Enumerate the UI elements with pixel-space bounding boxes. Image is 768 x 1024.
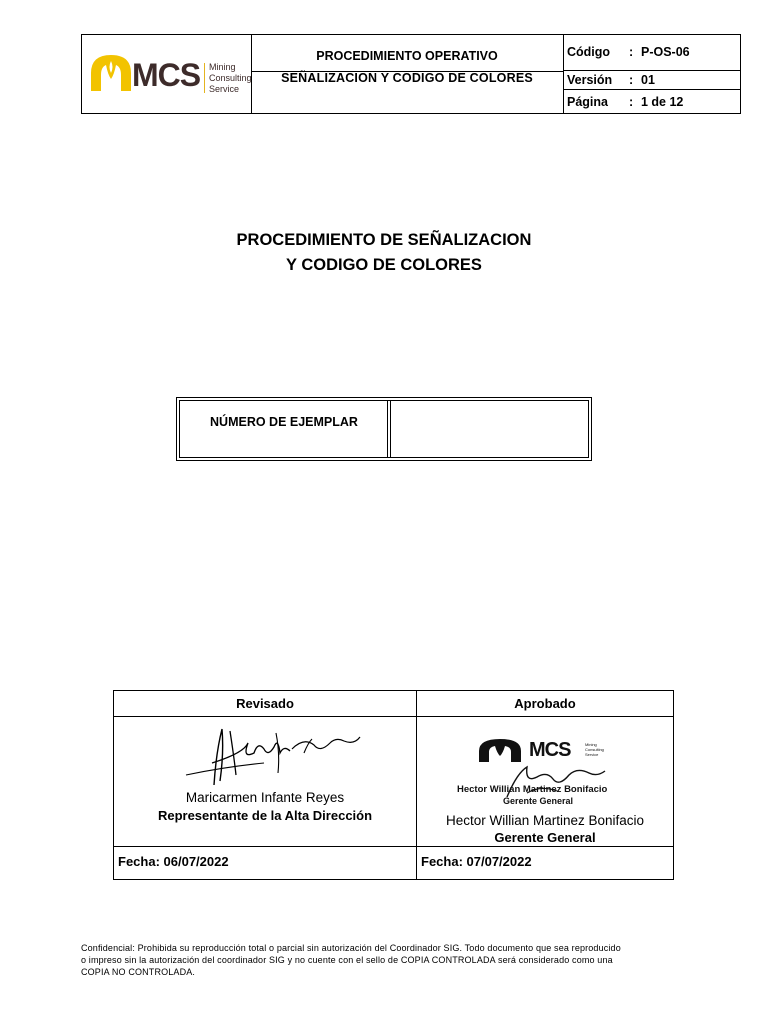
mcs-logo-icon <box>89 53 133 93</box>
ejemplar-label: NÚMERO DE EJEMPLAR <box>210 415 358 429</box>
header-title-line-1: PROCEDIMIENTO OPERATIVO <box>316 49 498 63</box>
revisado-signature <box>184 723 364 791</box>
meta-row-pagina: Página : 1 de 12 <box>567 95 684 109</box>
revisado-fecha: Fecha: 06/07/2022 <box>118 854 229 869</box>
document-header <box>81 34 741 114</box>
revisado-name: Maricarmen Infante Reyes <box>185 790 345 805</box>
document-title-line-1: PROCEDIMIENTO DE SEÑALIZACION <box>236 231 532 249</box>
approval-table <box>113 690 674 880</box>
stamp-logo-icon <box>477 737 523 763</box>
aprobado-role: Gerente General <box>494 830 596 845</box>
ejemplar-value-field <box>390 401 588 457</box>
meta-row-codigo: Código : P-OS-06 <box>563 35 741 71</box>
logo-brand-text: MCS <box>132 57 201 93</box>
stamp-brand: MCS <box>529 739 571 761</box>
aprobado-name: Hector Willian Martinez Bonifacio <box>445 813 645 828</box>
aprobado-fecha: Fecha: 07/07/2022 <box>421 854 532 869</box>
ejemplar-inner-frame <box>179 400 589 458</box>
logo-separator <box>204 63 205 93</box>
ejemplar-label-cell <box>180 401 388 457</box>
stamp-name: Hector Willian Martinez Bonifacio <box>457 784 608 795</box>
logo-cell <box>82 35 252 113</box>
logo-tagline: Mining Consulting Service <box>209 62 252 94</box>
header-title-cell <box>251 35 564 113</box>
footer-line-1: Confidencial: Prohibida su reproducción total o parcial sin autorización del Coordinador SIG. Todo documento que sea reproducido <box>81 943 621 953</box>
footer-line-2: o impreso sin la autorización del coordinador SIG y no cuente con el sello de COPIA CONTROLADA será considerado como una <box>81 955 613 965</box>
stamp-tagline: Mining Consulting Service <box>585 742 604 757</box>
revisado-role: Representante de la Alta Dirección <box>157 808 373 823</box>
aprobado-header: Aprobado <box>514 696 576 711</box>
footer-line-3: COPIA NO CONTROLADA. <box>81 967 196 977</box>
row-divider-fecha <box>114 846 673 847</box>
document-title-line-2: Y CODIGO DE COLORES <box>286 256 482 274</box>
meta-row-version: Versión : 01 <box>563 71 741 90</box>
stamp-role: Gerente General <box>503 796 574 806</box>
confidentiality-footer <box>81 942 693 978</box>
ejemplar-box <box>176 397 592 461</box>
revisado-header: Revisado <box>236 696 294 711</box>
header-title-line-2: SEÑALIZACION Y CODIGO DE COLORES <box>281 71 533 85</box>
header-meta-cell <box>563 35 741 113</box>
aprobado-stamp <box>417 717 673 815</box>
